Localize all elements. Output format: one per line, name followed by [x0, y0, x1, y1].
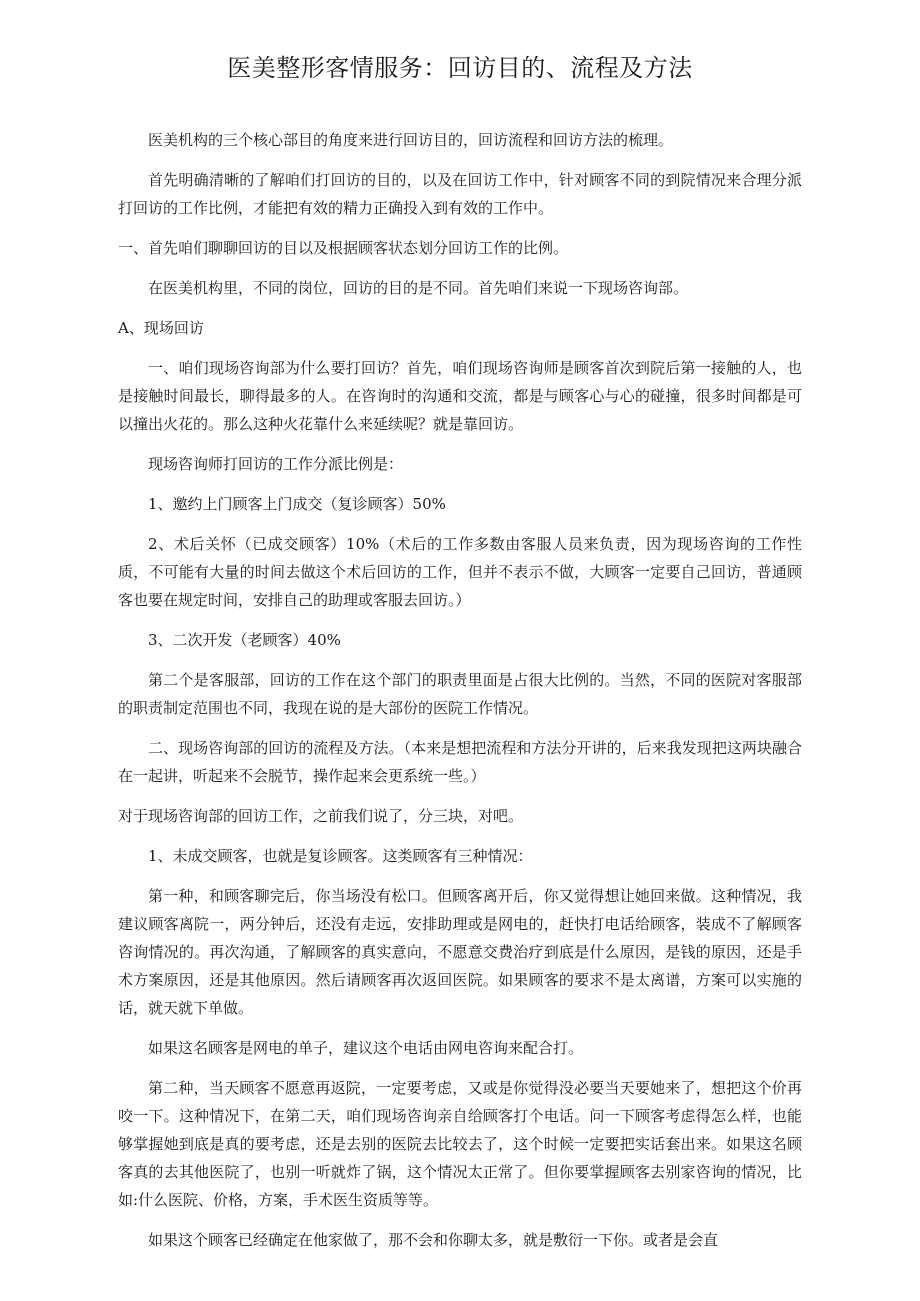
paragraph: 一、咱们现场咨询部为什么要打回访？首先，咱们现场咨询师是顾客首次到院后第一接触的人，也是接触时间最长，聊得最多的人。在咨询时的沟通和交流，都是与顾客心与心的碰撞，很多时间都是可以撞出火花的。那么这种火花靠什么来延续呢？就是靠回访。 — [118, 359, 802, 433]
paragraph: 现场咨询师打回访的工作分派比例是： — [148, 455, 404, 473]
paragraph: 第二种，当天顾客不愿意再返院，一定要考虑，又或是你觉得没必要当天要她来了，想把这个价再咬一下。这种情况下，在第二天，咱们现场咨询亲自给顾客打个电话。问一下顾客考虑得怎么样，也能够掌握她到底是真的要考虑，还是去别的医院去比较去了，这个时候一定要把实话套出来。如果这名顾客真的去其他医院了，也别一听就炸了锅，这个情况太正常了。但你要掌握顾客去别家咨询的情况，比如:什么医院、价格，方案，手术医生资质等等。 — [118, 1079, 802, 1209]
paragraph: 对于现场咨询部的回访工作，之前我们说了，分三块，对吧。 — [118, 807, 524, 825]
paragraph: 医美机构的三个核心部目的角度来进行回访目的，回访流程和回访方法的梳理。 — [148, 131, 674, 149]
paragraph: 如果这个顾客已经确定在他家做了，那不会和你聊太多，就是敷衍一下你。或者是会直 — [148, 1231, 719, 1249]
paragraph: 3、二次开发（老顾客）40% — [148, 631, 341, 649]
paragraph: 在医美机构里，不同的岗位，回访的目的是不同。首先咱们来说一下现场咨询部。 — [148, 279, 689, 297]
paragraph: 第二个是客服部，回访的工作在这个部门的职责里面是占很大比例的。当然，不同的医院对客服部的职责制定范围也不同，我现在说的是大部份的医院工作情况。 — [118, 671, 802, 717]
document-body — [118, 126, 802, 1266]
paragraph: 1、未成交顾客，也就是复诊顾客。这类顾客有三种情况： — [148, 847, 533, 865]
paragraph: 第一种，和顾客聊完后，你当场没有松口。但顾客离开后，你又觉得想让她回来做。这种情况，我建议顾客离院一，两分钟后，还没有走远，安排助理或是网电的，赶快打电话给顾客，装成不了解顾客咨询情况的。再次沟通，了解顾客的真实意向，不愿意交费治疗到底是什么原因，是钱的原因，还是手术方案原因，还是其他原因。然后请顾客再次返回医院。如果顾客的要求不是太离谱，方案可以实施的话，就天就下单做。 — [118, 887, 802, 1017]
paragraph: 1、邀约上门顾客上门成交（复诊顾客）50% — [148, 495, 446, 513]
paragraph: 二、现场咨询部的回访的流程及方法。（本来是想把流程和方法分开讲的，后来我发现把这两块融合在一起讲，听起来不会脱节，操作起来会更系统一些。） — [118, 739, 802, 785]
document-title: 医美整形客情服务：回访目的、流程及方法 — [227, 54, 693, 82]
paragraph: 2、术后关怀（已成交顾客）10%（术后的工作多数由客服人员来负责，因为现场咨询的工作性质，不可能有大量的时间去做这个术后回访的工作，但并不表示不做，大顾客一定要自己回访，普通顾客也要在规定时间，安排自己的助理或客服去回访。） — [118, 535, 802, 609]
paragraph: A、现场回访 — [118, 319, 204, 337]
paragraph: 首先明确清晰的了解咱们打回访的目的，以及在回访工作中，针对顾客不同的到院情况来合理分派打回访的工作比例，才能把有效的精力正确投入到有效的工作中。 — [118, 171, 802, 217]
paragraph: 如果这名顾客是网电的单子，建议这个电话由网电咨询来配合打。 — [148, 1039, 584, 1057]
paragraph: 一、首先咱们聊聊回访的目以及根据顾客状态划分回访工作的比例。 — [118, 239, 569, 257]
